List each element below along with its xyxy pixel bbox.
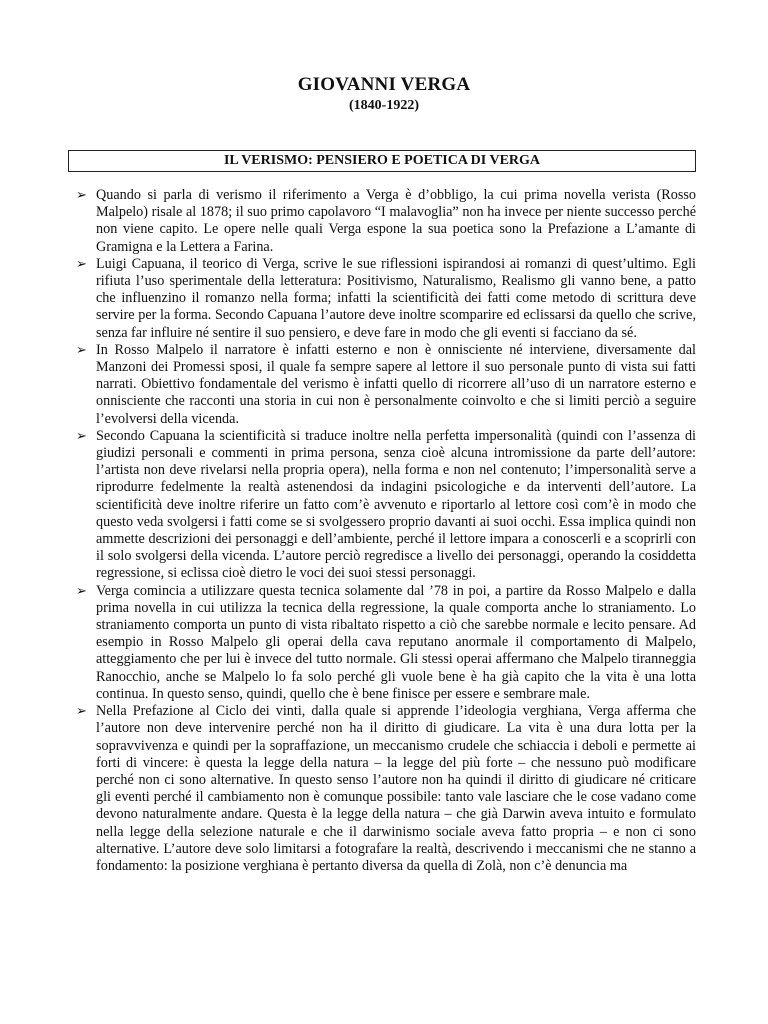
arrow-bullet-icon: ➢: [76, 428, 87, 444]
paragraph-text: In Rosso Malpelo il narratore è infatti esterno e non è onnisciente né interviene, diversamente dal Manzoni dei Promessi sposi, il quale fa sempre sapere al lettore il suo personale punto di vista sui fatti narrati. Obiettivo fondamentale del verismo è infatti quello di ricorrere all’uso di un narratore esterno e onnisciente che racconti una storia in cui non è personalmente coinvolto e che si limiti perciò a seguire l’evolversi della vicenda.: [96, 341, 696, 427]
arrow-bullet-icon: ➢: [76, 188, 87, 203]
arrow-bullet-icon: ➢: [76, 342, 87, 358]
list-item: [76, 256, 696, 342]
paragraph-text: Secondo Capuana la scientificità si traduce inoltre nella perfetta impersonalità (quindi con l’assenza di giudizi personali e commenti in prima persona, senza cioè alcuna intromissione da parte dell’autore: l’artista non deve rivelarsi nella propria opera), nella forma e non nel contenuto; l’impersonalità serve a riprodurre fedelmente la realtà astenendosi da indagini psicologiche e da interventi dell’autore. La scientificità deve inoltre riferire un fatto com’è avvenuto e riportarlo al lettore così com’è in modo che questo veda svolgersi i fatti come se si svolgessero proprio davanti ai suoi occhi. Essa implica quindi non ammette descrizioni dei personaggi e dell’ambiente, perché il lettore impara a conoscerli e a scoprirli con il solo svolgersi della vicenda. L’autore perciò regredisce a livello dei personaggi, operando la cosiddetta regressione, si eclissa cioè dietro le voci dei suoi stessi personaggi.: [96, 427, 696, 582]
arrow-bullet-icon: ➢: [76, 704, 87, 720]
list-item: [76, 342, 696, 428]
bullet-list: [76, 187, 696, 875]
paragraph-text: Nella Prefazione al Ciclo dei vinti, dalla quale si apprende l’ideologia verghiana, Verga afferma che l’autore non deve intervenire perché non ha il diritto di giudicare. La vita è una dura lotta per la sopravvivenza e quindi per la sopraffazione, un meccanismo crudele che schiaccia i deboli e permette ai forti di vincere: è questa la legge della natura – la legge del più forte – che nessuno può modificare perché non ci sono alternative. In questo senso l’autore non ha quindi il diritto di giudicare né criticare gli eventi perché il cambiamento non è comunque possibile: tanto vale lasciare che le cose vadano come devono naturalmente andare. Questa è la legge della natura – che già Darwin aveva intuito e formulato nella legge della selezione naturale e che il darwinismo sociale aveva fatto propria – e non ci sono alternative. L’autore deve solo limitarsi a fotografare la realtà, descrivendo i meccanismi che ne stanno a fondamento: la posizione verghiana è pertanto diversa da quella di Zolà, non c’è denuncia ma: [96, 703, 696, 874]
list-item: [76, 703, 696, 875]
list-item: [76, 583, 696, 703]
list-item: [76, 187, 696, 256]
arrow-bullet-icon: ➢: [76, 583, 87, 599]
author-years: (1840-1922): [349, 98, 419, 113]
list-item: [76, 428, 696, 583]
paragraph-text: Quando si parla di verismo il riferimento a Verga è d’obbligo, la cui prima novella verista (Rosso Malpelo) risale al 1878; il suo primo capolavoro “I malavoglia” non ha invece per niente successo perché non viene capito. Le opere nelle quali Verga espone la sua poetica sono la Prefazione a L’amante di Gramigna e la Lettera a Farina.: [96, 187, 696, 255]
paragraph-text: Verga comincia a utilizzare questa tecnica solamente dal ’78 in poi, a partire da Rosso Malpelo e dalla prima novella in cui utilizza la tecnica della regressione, la quale comporta anche lo straniamento. Lo straniamento comporta un punto di vista ribaltato rispetto a ciò che sarebbe normale e lecito pensare. Ad esempio in Rosso Malpelo gli operai della cava reputano anormale il comportamento di Malpelo, atteggiamento che per lui è invece del tutto normale. Gli stessi operai affermano che Malpelo tiranneggia Ranocchio, anche se Malpelo lo fa solo perché gli vuole bene è ha già capito che la vita è una lotta continua. In questo senso, quindi, quello che è bene finisce per essere e sembrare male.: [96, 582, 696, 702]
paragraph-text: Luigi Capuana, il teorico di Verga, scrive le sue riflessioni ispirandosi ai romanzi di quest’ultimo. Egli rifiuta l’uso sperimentale della letteratura: Positivismo, Naturalismo, Realismo gli vanno bene, a patto che influenzino il romanzo nella forma; infatti la scientificità dei fatti come metodo di scrittura deve servire per la forma. Secondo Capuana l’autore deve inoltre scomparire ed eclissarsi da quello che scrive, senza far influire né sentire il suo pensiero, e deve fare in modo che gli eventi si facciano da sé.: [96, 255, 696, 341]
section-heading: IL VERISMO: PENSIERO E POETICA DI VERGA: [223, 153, 541, 168]
page-title: GIOVANNI VERGA: [297, 74, 471, 95]
arrow-bullet-icon: ➢: [76, 256, 87, 272]
section-heading-box: [68, 150, 696, 172]
